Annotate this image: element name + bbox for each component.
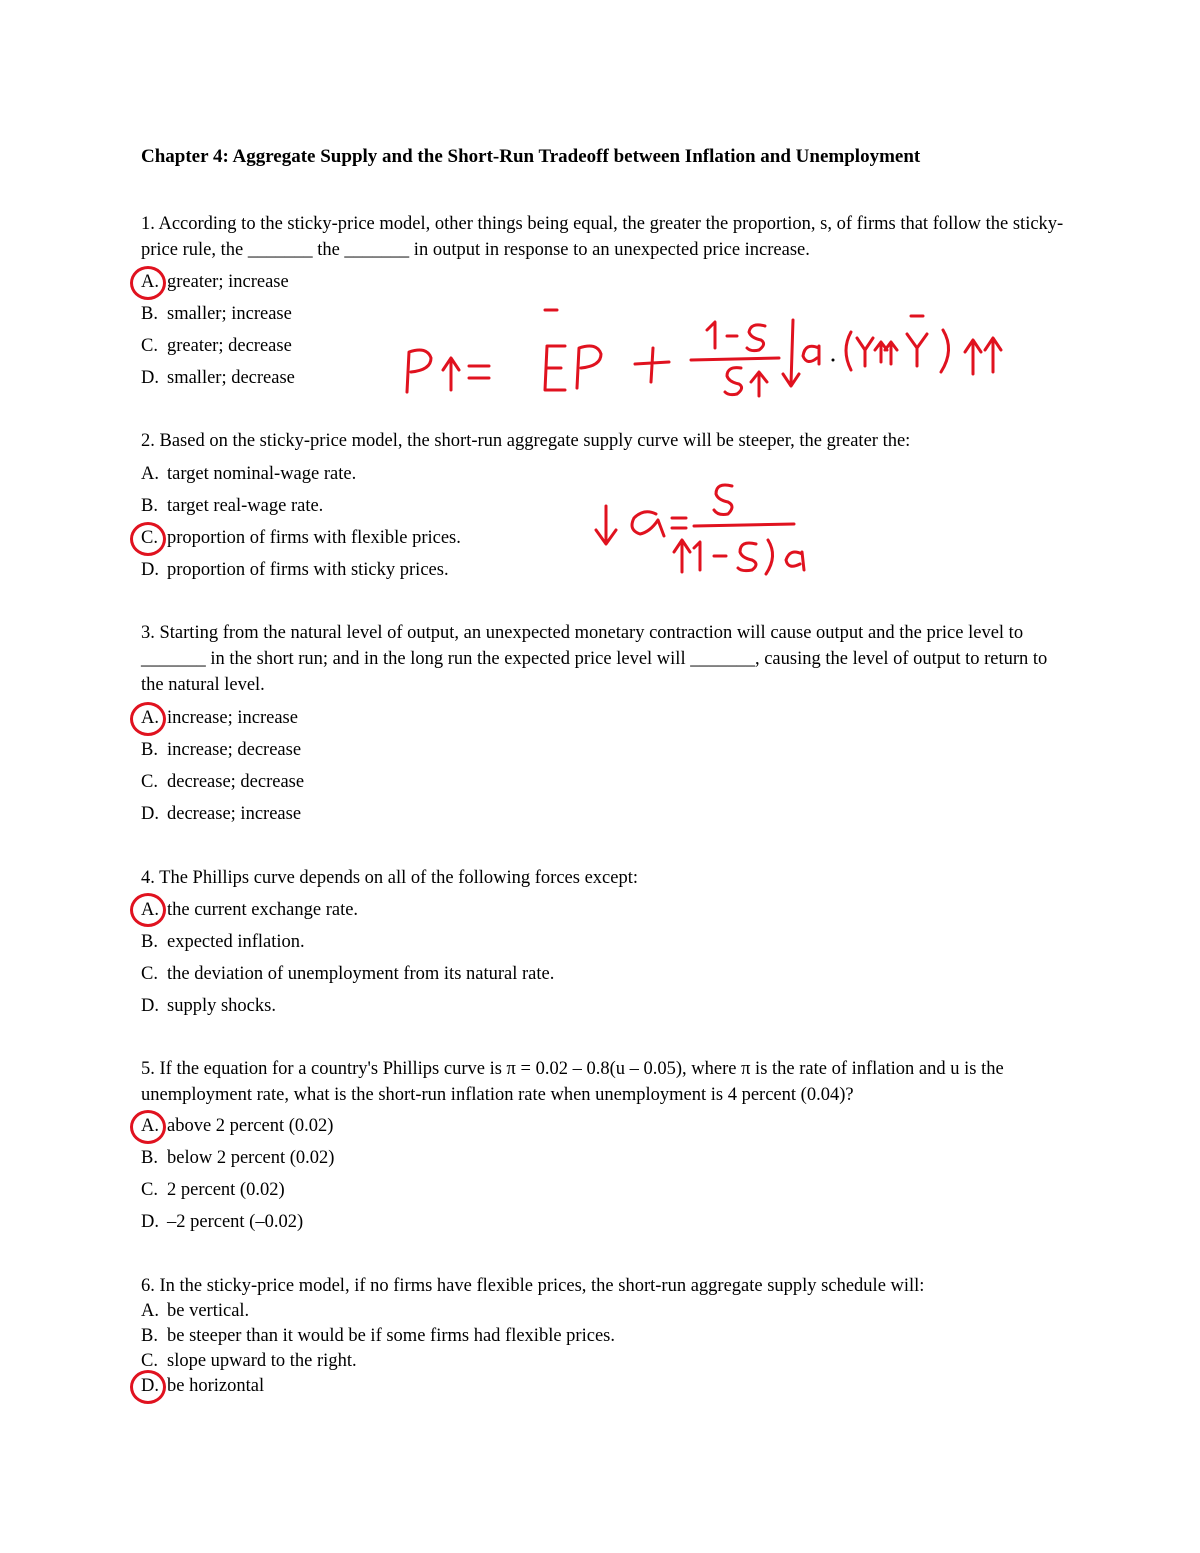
question-1-option-c <box>141 333 292 359</box>
option-letter: C. <box>141 336 158 356</box>
glyph-one <box>707 322 715 348</box>
option-text: target nominal-wage rate. <box>167 464 357 484</box>
question-6-option-c <box>141 1348 357 1374</box>
glyph-alpha <box>632 512 664 536</box>
up-arrow-icon <box>875 342 887 362</box>
question-3-option-d <box>141 801 301 827</box>
question-1-option-a <box>141 269 289 295</box>
handwritten-formula-2 <box>590 470 820 585</box>
option-text: the current exchange rate. <box>167 900 359 920</box>
glyph-p <box>407 350 431 392</box>
fraction-bar <box>691 358 779 360</box>
question-3-option-a <box>141 705 298 731</box>
option-letter: A. <box>141 900 159 920</box>
question-6-option-a <box>141 1298 249 1324</box>
question-4-option-a <box>141 897 358 923</box>
option-text: slope upward to the right. <box>167 1351 357 1371</box>
option-text: 2 percent (0.02) <box>167 1180 285 1200</box>
glyph-s <box>725 368 742 395</box>
question-4-option-c <box>141 961 554 987</box>
option-text: expected inflation. <box>167 932 305 952</box>
glyph-e <box>545 346 565 390</box>
down-arrow-icon <box>783 320 799 386</box>
option-letter: C. <box>141 528 158 548</box>
option-text: increase; decrease <box>167 740 302 760</box>
option-letter: B. <box>141 932 158 952</box>
question-5-stem: 5. If the equation for a country's Phillips curve is π = 0.02 – 0.8(u – 0.05), where π is the rate of inflation and u is the unemployment rate, what is the short-run inflation rate when unemployment is 4 percent (0.04)? <box>141 1059 1004 1105</box>
option-text: greater; increase <box>167 272 289 292</box>
up-arrow-icon <box>751 372 767 396</box>
glyph-y <box>907 334 927 366</box>
glyph-one <box>694 542 700 570</box>
down-arrow-icon <box>596 506 616 544</box>
question-1-option-b <box>141 301 292 327</box>
option-text: supply shocks. <box>167 996 276 1016</box>
question-5-option-d <box>141 1209 303 1235</box>
dot <box>832 359 835 362</box>
question-1-option-d <box>141 365 295 391</box>
question-5-option-c <box>141 1177 285 1203</box>
option-letter: C. <box>141 1351 158 1371</box>
question-2-stem: 2. Based on the sticky-price model, the short-run aggregate supply curve will be steeper, the greater the: <box>141 431 911 451</box>
paren-close <box>766 540 773 574</box>
option-letter: B. <box>141 304 158 324</box>
option-text: below 2 percent (0.02) <box>167 1148 335 1168</box>
question-6-stem: 6. In the sticky-price model, if no firms have flexible prices, the short-run aggregate supply schedule will: <box>141 1276 925 1296</box>
glyph-a <box>786 552 804 570</box>
question-2-option-c <box>141 525 461 551</box>
option-text: the deviation of unemployment from its natural rate. <box>167 964 555 984</box>
chapter-title: Chapter 4: Aggregate Supply and the Short-Run Tradeoff between Inflation and Unemployment <box>141 146 921 167</box>
plus-sign <box>635 348 669 382</box>
fraction-bar <box>694 524 794 526</box>
up-arrow-icon <box>965 340 981 374</box>
option-letter: D. <box>141 368 159 388</box>
glyph-y <box>857 338 873 366</box>
up-arrow-icon <box>985 338 1001 372</box>
option-text: decrease; decrease <box>167 772 305 792</box>
handwritten-formula-1 <box>395 300 1025 410</box>
option-letter: D. <box>141 1376 159 1396</box>
question-3-stem: 3. Starting from the natural level of output, an unexpected monetary contraction will cause output and the price level to _______ in the short run; and in the long run the expected price level will _______, causing the level of output to return to the natural level. <box>141 623 1048 695</box>
option-letter: D. <box>141 1212 159 1232</box>
glyph-s <box>738 543 756 571</box>
question-2-option-d <box>141 557 449 583</box>
glyph-s <box>747 325 765 351</box>
paren-close <box>941 330 949 372</box>
option-letter: A. <box>141 272 159 292</box>
option-text: be vertical. <box>167 1301 250 1321</box>
glyph-a <box>803 346 819 364</box>
question-5-option-a <box>141 1113 333 1139</box>
option-letter: D. <box>141 804 159 824</box>
paren-open <box>846 332 851 370</box>
question-3-option-b <box>141 737 301 763</box>
up-arrow-icon <box>443 358 459 390</box>
option-letter: C. <box>141 1180 158 1200</box>
option-letter: B. <box>141 1326 158 1346</box>
question-1-stem: 1. According to the sticky-price model, other things being equal, the greater the proportion, s, of firms that follow the sticky-price rule, the _______ the _______ in output in response to an unexpected price increase. <box>141 214 1064 260</box>
option-letter: A. <box>141 464 159 484</box>
option-text: be steeper than it would be if some firms had flexible prices. <box>167 1326 615 1346</box>
up-arrow-icon <box>885 342 897 364</box>
option-letter: B. <box>141 496 158 516</box>
option-text: proportion of firms with sticky prices. <box>167 560 449 580</box>
option-text: proportion of firms with flexible prices. <box>167 528 461 548</box>
option-letter: A. <box>141 1116 159 1136</box>
question-6-option-b <box>141 1323 615 1349</box>
question-2-option-b <box>141 493 323 519</box>
question-5-option-b <box>141 1145 334 1171</box>
question-4-stem: 4. The Phillips curve depends on all of the following forces except: <box>141 868 638 888</box>
question-3-option-c <box>141 769 304 795</box>
option-letter: B. <box>141 1148 158 1168</box>
option-text: be horizontal <box>167 1376 265 1396</box>
option-text: decrease; increase <box>167 804 302 824</box>
option-text: target real-wage rate. <box>167 496 324 516</box>
glyph-p <box>577 346 601 388</box>
option-letter: A. <box>141 708 159 728</box>
option-letter: D. <box>141 560 159 580</box>
option-letter: D. <box>141 996 159 1016</box>
option-letter: C. <box>141 964 158 984</box>
glyph-s <box>714 485 732 515</box>
option-text: increase; increase <box>167 708 298 728</box>
option-text: smaller; increase <box>167 304 292 324</box>
option-text: smaller; decrease <box>167 368 295 388</box>
question-2-option-a <box>141 461 356 487</box>
option-text: above 2 percent (0.02) <box>167 1116 334 1136</box>
option-text: –2 percent (–0.02) <box>167 1212 304 1232</box>
option-letter: A. <box>141 1301 159 1321</box>
question-6-option-d <box>141 1373 264 1399</box>
question-4-option-b <box>141 929 305 955</box>
option-letter: C. <box>141 772 158 792</box>
option-text: greater; decrease <box>167 336 292 356</box>
option-letter: B. <box>141 740 158 760</box>
up-arrow-icon <box>674 540 690 572</box>
question-4-option-d <box>141 993 276 1019</box>
